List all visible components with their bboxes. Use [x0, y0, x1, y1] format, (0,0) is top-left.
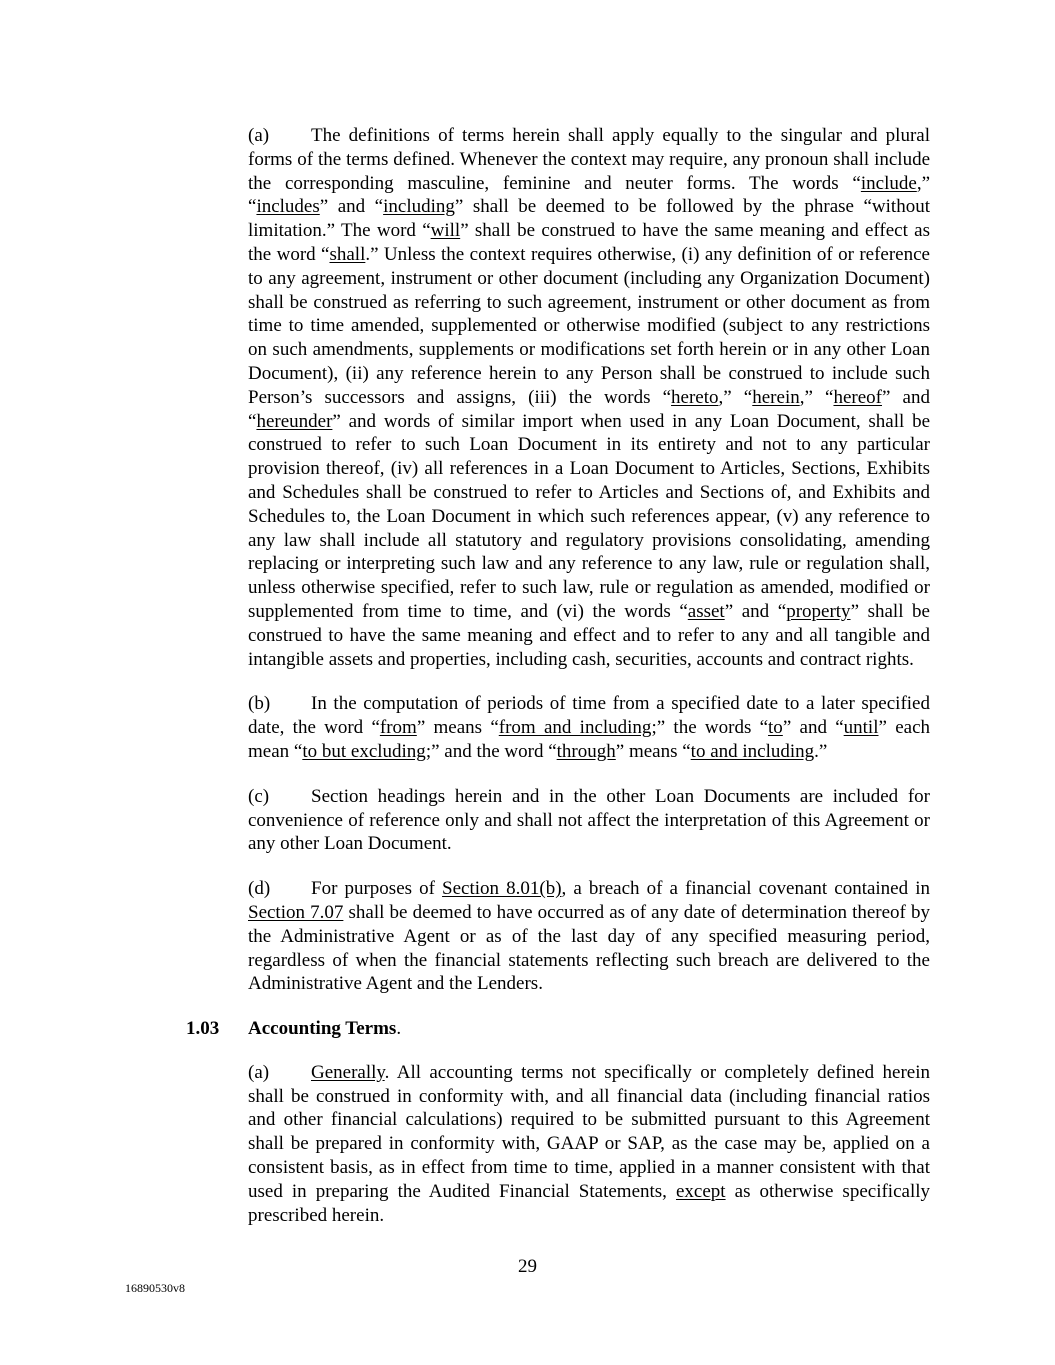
text-run: .” Unless the context requires otherwise, (i) any definition of or reference to any agreement, instrument or other document (including any Organization Document) shall be construed as referring to such agreement, instrument or other document as from time to time amended, supplemented or otherwise modified (subject to any restrictions on such amendments, supplements or modifications set forth herein or in any other Loan Document), (ii) any reference herein to any Person shall be construed to include such Person’s successors and assigns, (iii) the words “: [248, 243, 930, 408]
defined-term: through: [556, 740, 616, 762]
section-heading: [186, 1017, 930, 1041]
text-run: For purposes of: [311, 878, 443, 900]
text-run: shall be deemed to have occurred as of any date of determination thereof by the Administrative Agent or as of the last day of any specified measuring period, regardless of when the financial statements reflecting such breach are delivered to the Administrative Agent and the Lenders.: [248, 901, 930, 995]
page-body: [186, 124, 930, 1248]
defined-term: from and including: [498, 717, 652, 739]
text-run: ” and “: [782, 717, 844, 739]
paragraph-label: (a): [248, 1061, 270, 1083]
text-run: ” means “: [615, 740, 691, 762]
text-run: , a breach of a financial covenant contained in: [561, 878, 930, 900]
page-number: 29: [518, 1256, 537, 1277]
section-number: 1.03: [186, 1018, 220, 1040]
defined-term: herein: [752, 386, 800, 408]
text-run: ” and “: [319, 196, 384, 218]
paragraph-b-computation-of-time: [186, 692, 930, 763]
text-run: ,” “: [718, 386, 753, 408]
defined-term: asset: [687, 600, 725, 622]
section-title-period: .: [396, 1018, 402, 1040]
paragraph-accounting-generally: [186, 1061, 930, 1228]
text-run: .”: [814, 740, 828, 762]
text-run: ;” the words “: [651, 717, 769, 739]
paragraph-label: (a): [248, 125, 270, 146]
defined-term: property: [786, 600, 851, 622]
section-reference: Section 8.01(b): [442, 878, 562, 900]
paragraph-label: (c): [248, 785, 270, 807]
text-run: Section headings herein and in the other Loan Documents are included for convenience of reference only and shall not affect the interpretation of this Agreement or any other Loan Document.: [248, 785, 930, 855]
text-run: ;” and the word “: [425, 740, 557, 762]
paragraph-a-definitions: [186, 124, 930, 671]
paragraph-label: (d): [248, 878, 271, 900]
text-run: ” means “: [416, 717, 499, 739]
text-run: ” shall be construed to have the same meaning and effect and to refer to any and all tangible and intangible assets and properties, including cash, securities, accounts and contract rights.: [248, 600, 930, 670]
paragraph-c-section-headings: [186, 785, 930, 856]
defined-term: except: [676, 1180, 726, 1202]
defined-term: to and including: [690, 740, 815, 762]
text-run: ” each mean “: [248, 717, 930, 762]
defined-term: including: [383, 196, 455, 218]
defined-term: hereto: [671, 386, 719, 408]
text-run: ,” “: [799, 386, 834, 408]
text-run: ” and “: [724, 600, 787, 622]
defined-term: to: [768, 717, 783, 739]
text-run: ” and words of similar import when used in any Loan Document, shall be construed to refer to such Loan Document in its entirety and not to any particular provision thereof, (iv) all references in a Loan Document to Articles, Sections, Exhibits and Schedules shall be construed to refer to Articles and Sections of, and Exhibits and Schedules to, the Loan Document in which such references appear, (v) any reference to any law shall include all statutory and regulatory provisions consolidating, amending replacing or interpreting such law and any reference to any law, rule or regulation shall, unless otherwise specified, refer to such law, rule or regulation as amended, modified or supplemented from time to time, and (vi) the words “: [248, 410, 930, 622]
defined-term: includes: [256, 196, 320, 218]
defined-term: until: [843, 717, 879, 739]
subheading-term: Generally: [311, 1061, 385, 1083]
section-reference: Section 7.07: [248, 901, 344, 923]
text-run: as otherwise specifically prescribed herein.: [248, 1180, 931, 1226]
defined-term: hereof: [833, 386, 882, 408]
text-run: The definitions of terms herein shall apply equally to the singular and plural forms of the terms defined. Whenever the context may require, any pronoun shall include the corresponding masculine, feminine and neuter forms. The words “: [248, 125, 930, 194]
paragraph-label: (b): [248, 693, 271, 715]
text-run: In the computation of periods of time from a specified date to a later specified date, the word “: [248, 693, 930, 739]
section-title: Accounting Terms: [248, 1018, 397, 1040]
document-id: 16890530v8: [125, 1281, 185, 1295]
paragraph-d-financial-covenant: [186, 877, 930, 996]
defined-term: to but excluding: [302, 740, 426, 762]
defined-term: will: [430, 220, 461, 242]
defined-term: from: [379, 717, 417, 739]
defined-term: shall: [329, 243, 366, 265]
text-run: ” shall be deemed to be followed by the phrase “without limitation.” The word “: [248, 196, 930, 242]
defined-term: hereunder: [256, 410, 333, 432]
text-run: . All accounting terms not specifically or completely defined herein shall be construed in conformity with, and all financial data (including financial ratios and other financial calculations) required to be submitted pursuant to this Agreement shall be prepared in conformity with, GAAP or SAP, as the case may be, applied on a consistent basis, as in effect from time to time, applied in a manner consistent with that used in preparing the Audited Financial Statements,: [248, 1061, 930, 1202]
text-run: ,” “: [248, 172, 930, 218]
text-run: ” and “: [248, 386, 930, 432]
defined-term: include: [860, 172, 917, 194]
text-run: ” shall be construed to have the same meaning and effect as the word “: [248, 220, 930, 265]
